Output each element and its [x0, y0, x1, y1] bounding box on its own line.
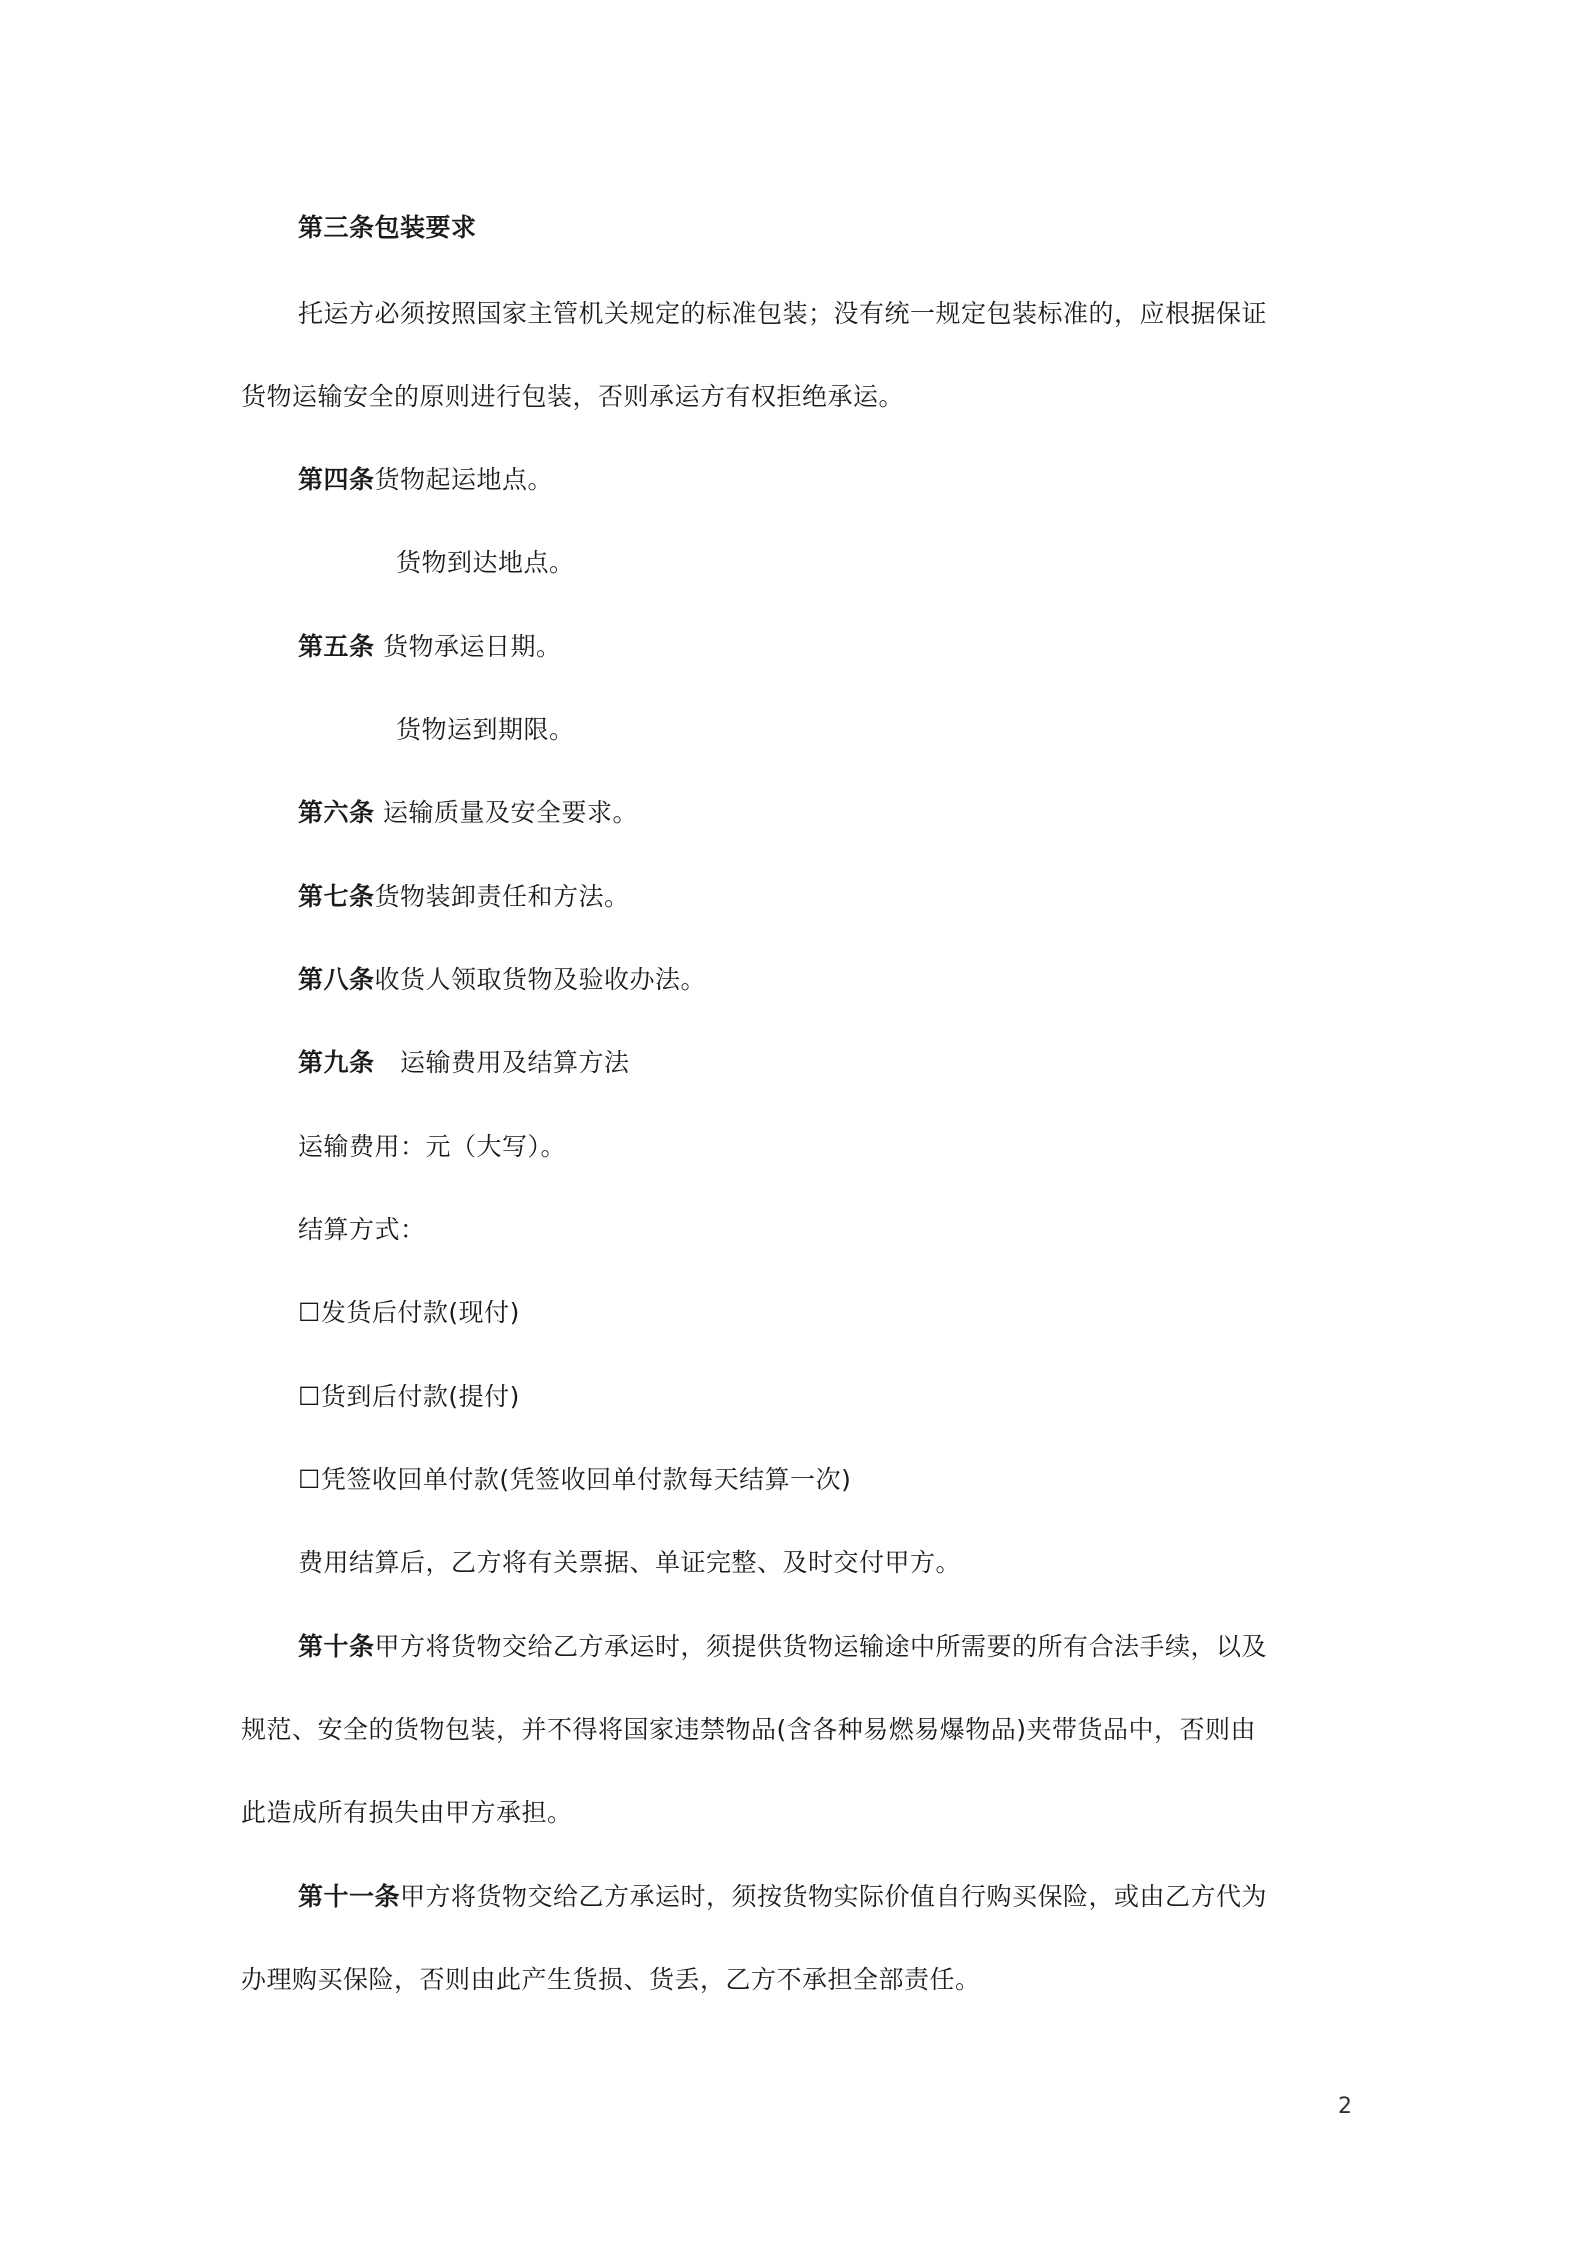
page-number: 2: [1338, 2094, 1352, 2119]
article-8-label: 第八条: [298, 965, 375, 994]
article-10-line-2: 规范、安全的货物包装，并不得将国家违禁物品(含各种易燃易爆物品)夹带货品中，否则由: [241, 1715, 1257, 1744]
article-10-text: 甲方将货物交给乙方承运时，须提供货物运输途中所需要的所有合法手续，以及: [374, 1632, 1268, 1661]
article-4-destination: 货物到达地点。: [396, 548, 575, 577]
article-10-line-1: [298, 1630, 1267, 1664]
article-7-text: 货物装卸责任和方法。: [374, 882, 630, 911]
article-3-body-line-1: 托运方必须按照国家主管机关规定的标准包装；没有统一规定包装标准的，应根据保证: [298, 299, 1268, 328]
article-9-fee: 运输费用：元（大写）。: [298, 1132, 567, 1161]
article-8: [298, 963, 706, 997]
article-10-line-3: 此造成所有损失由甲方承担。: [241, 1798, 573, 1827]
article-11-text: 甲方将货物交给乙方承运时，须按货物实际价值自行购买保险，或由乙方代为: [400, 1882, 1268, 1911]
article-11-line-1: [298, 1880, 1267, 1914]
article-4: [298, 463, 553, 497]
settlement-option-cash-on-shipment: ☐发货后付款(现付): [298, 1298, 520, 1327]
article-3-title: 第三条包装要求: [298, 213, 477, 242]
article-5-text: 货物承运日期。: [374, 632, 562, 661]
article-6-text: 运输质量及安全要求。: [374, 798, 638, 827]
article-5-deadline: 货物运到期限。: [396, 715, 575, 744]
article-5: [298, 630, 561, 664]
article-11-label: 第十一条: [298, 1882, 401, 1911]
article-10-label: 第十条: [298, 1632, 375, 1661]
article-6-label: 第六条: [298, 798, 375, 827]
settlement-option-receipt: ☐凭签收回单付款(凭签收回单付款每天结算一次): [298, 1465, 852, 1494]
article-4-text: 货物起运地点。: [374, 465, 554, 494]
article-5-label: 第五条: [298, 632, 375, 661]
article-9-text: 运输费用及结算方法: [374, 1048, 630, 1077]
article-8-text: 收货人领取货物及验收办法。: [374, 965, 707, 994]
settlement-option-cash-on-delivery: ☐货到后付款(提付): [298, 1382, 520, 1411]
article-9: [298, 1046, 630, 1080]
article-9-after-settlement: 费用结算后，乙方将有关票据、单证完整、及时交付甲方。: [298, 1548, 962, 1577]
article-3-body-line-2: 货物运输安全的原则进行包装，否则承运方有权拒绝承运。: [241, 382, 905, 411]
article-4-label: 第四条: [298, 465, 375, 494]
article-9-settlement-method: 结算方式：: [298, 1215, 426, 1244]
article-7-label: 第七条: [298, 882, 375, 911]
article-11-line-2: 办理购买保险，否则由此产生货损、货丢，乙方不承担全部责任。: [241, 1965, 981, 1994]
article-7: [298, 880, 630, 914]
article-6: [298, 796, 638, 830]
article-9-label: 第九条: [298, 1048, 375, 1077]
